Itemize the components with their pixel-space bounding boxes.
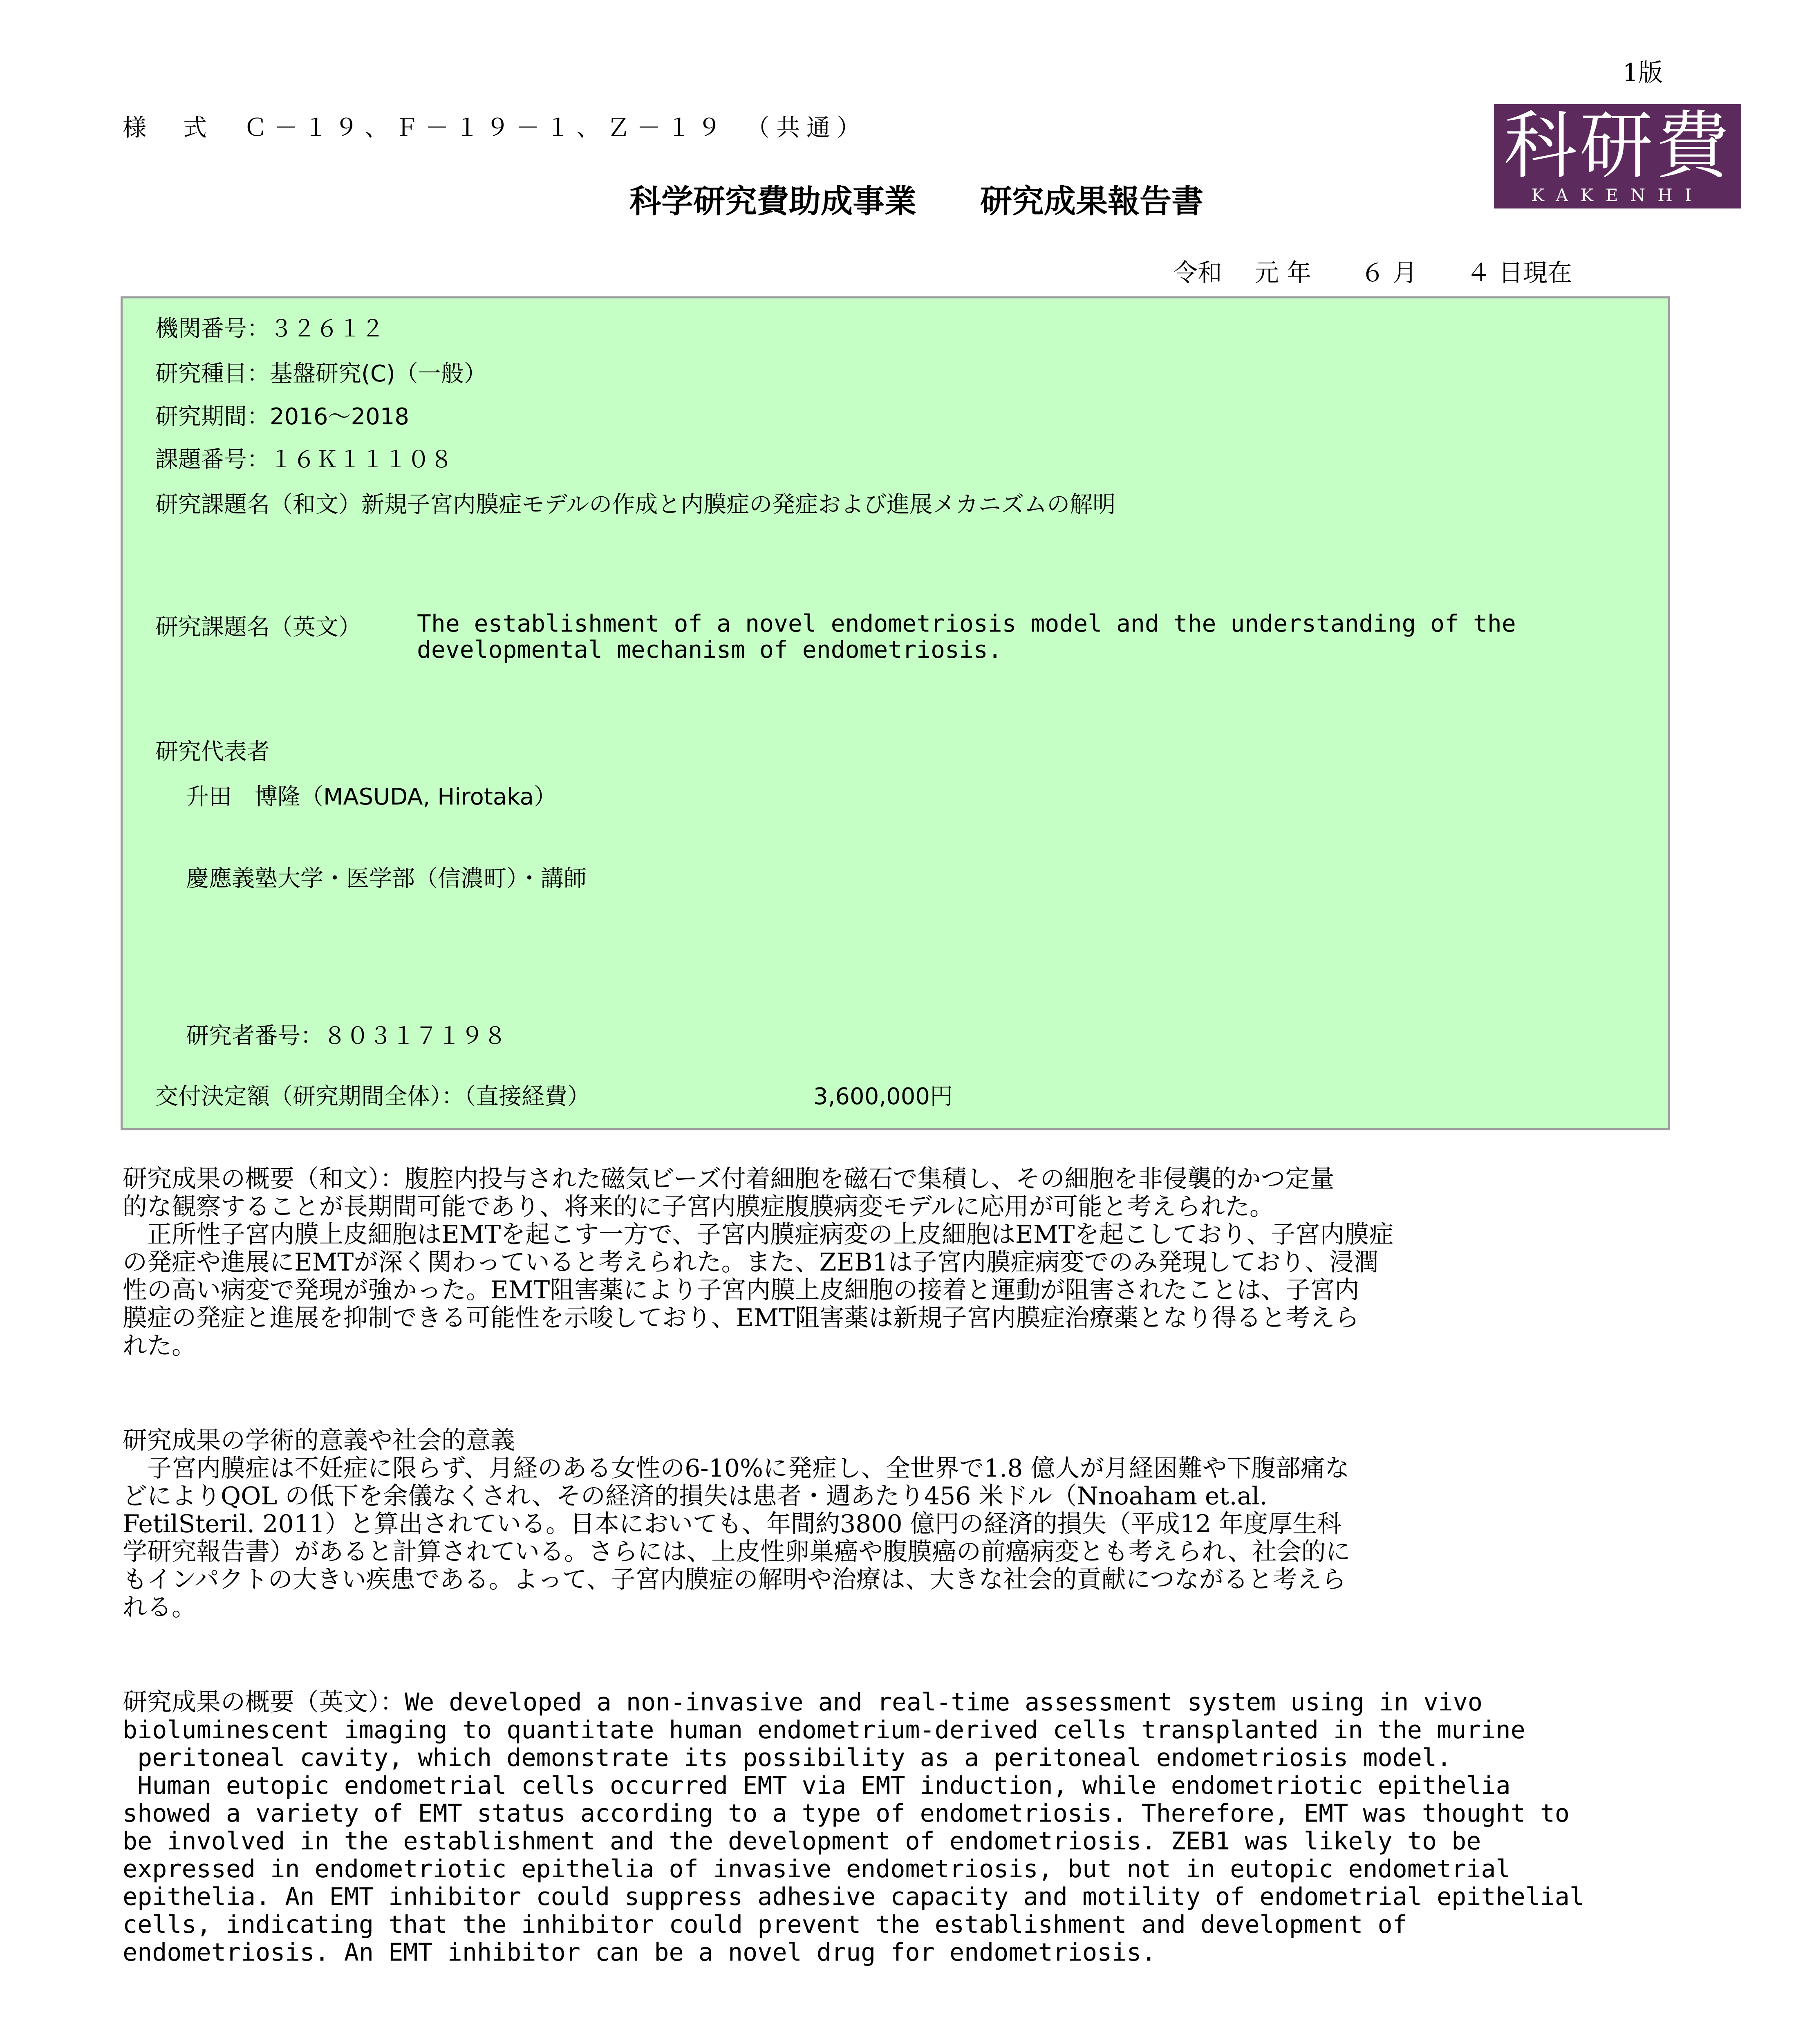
summary-ja-line-4: の発症や進展にEMTが深く関わっていると考えられた。また、ZEB1は子宮内膜症病変でのみ発現しており、浸潤 (123, 1248, 1379, 1277)
research-period-row (155, 399, 409, 431)
title-ja: 新規子宮内膜症モデルの作成と内膜症の発症および進展メカニズムの解明 (361, 491, 1116, 518)
summary-en-line-6: be involved in the establishment and the development of endometriosis. ZEB1 was likely to be (123, 1827, 1481, 1856)
affiliation: 慶應義塾大学・医学部（信濃町）・講師 (186, 865, 587, 892)
significance-line-2: どによりQOL の低下を余儀なくされ、その経済的損失は患者・週あたり456 米ドル（Nnoaham et.al. (123, 1482, 1268, 1511)
title-ja-row (155, 486, 1115, 519)
summary-ja-line-6: 膜症の発症と進展を抑制できる可能性を示唆しており、EMT阻害薬は新規子宮内膜症治療薬となり得ると考えら (123, 1304, 1359, 1332)
research-period: 2016～2018 (270, 403, 410, 430)
significance-line-4: 学研究報告書）があると計算されている。さらには、上皮性卵巣癌や腹膜癌の前癌病変とも考えられ、社会的に (123, 1537, 1350, 1566)
institution-number: ３２６１２ (270, 316, 384, 342)
research-category-label: 研究種目： (155, 361, 270, 387)
project-number: １６Ｋ１１１０８ (270, 446, 453, 473)
representative-label: 研究代表者 (155, 739, 270, 765)
grant-amount: 3,600,000円 (813, 1083, 953, 1110)
summary-en-line-3: peritoneal cavity, which demonstrate its possibility as a peritoneal endometriosis model. (123, 1744, 1452, 1772)
logo-kanji: 科研費 (1503, 103, 1732, 189)
institution-number-row (155, 311, 384, 343)
summary-en-line-9: cells, indicating that the inhibitor could prevent the establishment and development of (123, 1910, 1407, 1939)
significance-line-6: れる。 (123, 1593, 196, 1622)
summary-en-line-10: endometriosis. An EMT inhibitor can be a novel drug for endometriosis. (123, 1938, 1156, 1967)
researcher-number: ８０３１７１９８ (323, 1023, 506, 1049)
summary-ja-line-7: れた。 (123, 1331, 196, 1360)
summary-en-line-8: epithelia. An EMT inhibitor could suppress adhesive capacity and motility of endometrial epithelial (123, 1883, 1585, 1911)
research-category-row (155, 356, 487, 388)
summary-en-line-7: expressed in endometriotic epithelia of invasive endometriosis, but not in eutopic endometrial (123, 1855, 1511, 1883)
summary-ja-line-1: 研究成果の概要（和文）：腹腔内投与された磁気ビーズ付着細胞を磁石で集積し、その細胞を非侵襲的かつ定量 (123, 1165, 1335, 1193)
representative-name: 升田 博隆（MASUDA, Hirotaka） (186, 784, 557, 810)
summary-ja-line-2: 的な観察することが長期間可能であり、将来的に子宮内膜症腹膜病変モデルに応用が可能と考えられた。 (123, 1192, 1274, 1221)
researcher-number-label: 研究者番号： (186, 1023, 323, 1049)
kakenhi-logo (1494, 104, 1741, 208)
title-en-label: 研究課題名（英文） (155, 614, 361, 641)
summary-en-line-2: bioluminescent imaging to quantitate human endometrium-derived cells transplanted in the murine (123, 1716, 1525, 1744)
summary-en-line-4: Human eutopic endometrial cells occurred EMT via EMT induction, while endometriotic epithelia (123, 1771, 1511, 1800)
institution-number-label: 機関番号： (155, 316, 270, 342)
significance-heading: 研究成果の学術的意義や社会的意義 (123, 1426, 515, 1455)
project-info-box (121, 296, 1670, 1130)
title-ja-label: 研究課題名（和文） (155, 491, 361, 518)
researcher-number-row (186, 1018, 506, 1051)
document-title: 科学研究費助成事業 研究成果報告書 (629, 183, 1204, 220)
summary-ja-line-5: 性の高い病変で発現が強かった。EMT阻害薬により子宮内膜上皮細胞の接着と運動が阻害されたことは、子宮内 (123, 1276, 1359, 1304)
report-date: 令和 元 年 ６ 月 ４ 日現在 (1173, 259, 1572, 287)
logo-roman: KAKENHI (1531, 185, 1704, 205)
title-en-line-2: developmental mechanism of endometriosis. (417, 636, 1002, 663)
form-identifier: 様 式 Ｃ－１９、Ｆ－１９－１、Ｚ－１９ （共通） (123, 114, 867, 141)
grant-label: 交付決定額（研究期間全体）：（直接経費） (155, 1083, 590, 1110)
summary-ja-line-3: 正所性子宮内膜上皮細胞はEMTを起こす一方で、子宮内膜症病変の上皮細胞はEMTを起こしており、子宮内膜症 (123, 1220, 1394, 1249)
project-number-row (155, 442, 453, 474)
significance-line-5: もインパクトの大きい疾患である。よって、子宮内膜症の解明や治療は、大きな社会的貢献につながると考えら (123, 1565, 1346, 1594)
project-number-label: 課題番号： (155, 446, 270, 473)
significance-line-1: 子宮内膜症は不妊症に限らず、月経のある女性の6-10%に発症し、全世界で1.8 億人が月経困難や下腹部痛な (123, 1454, 1350, 1483)
edition-label: 1版 (1622, 58, 1663, 87)
significance-line-3: FetilSteril. 2011）と算出されている。日本においても、年間約3800 億円の経済的損失（平成12 年度厚生科 (123, 1510, 1342, 1538)
summary-en-line-1: 研究成果の概要（英文）：We developed a non-invasive and real-time assessment system using in vivo (123, 1688, 1483, 1717)
research-period-label: 研究期間： (155, 403, 270, 430)
summary-en-line-5: showed a variety of EMT status according to a type of endometriosis. Therefore, EMT was thought to (123, 1799, 1570, 1828)
title-en-line-1: The establishment of a novel endometriosis model and the understanding of the (417, 610, 1516, 637)
research-category: 基盤研究(C)（一般） (270, 361, 487, 387)
